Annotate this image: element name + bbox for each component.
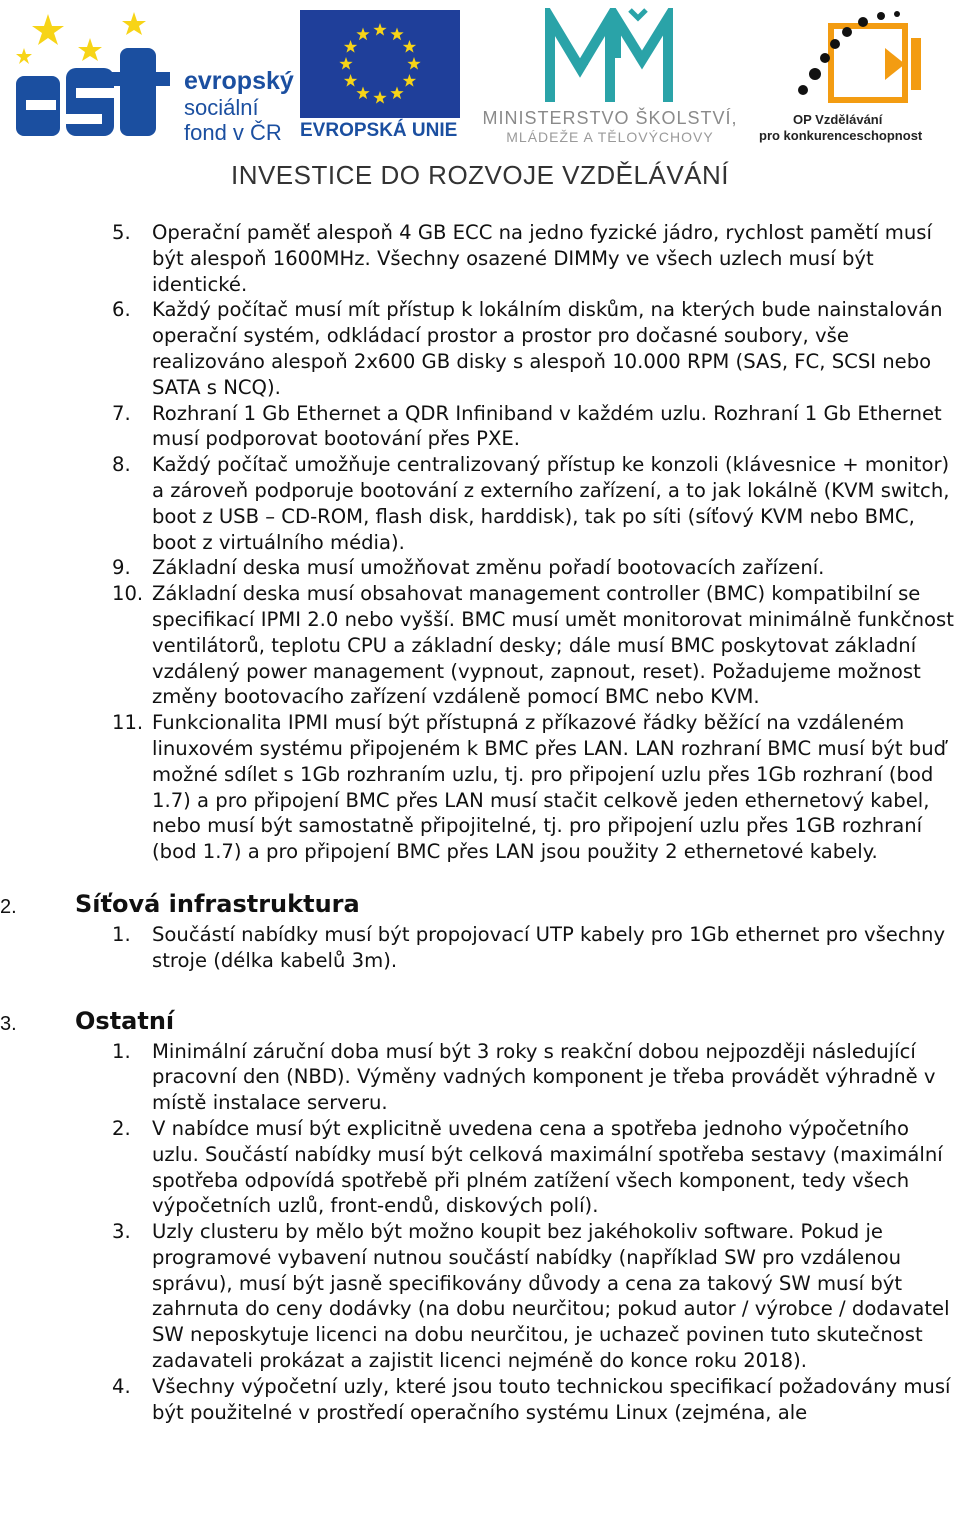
network-list [0,922,960,974]
esf-line1: evropský [184,67,294,95]
list-item [0,581,960,710]
item-number: 9. [112,556,131,580]
list-item [0,1039,960,1116]
item-text: Všechny výpočetní uzly, které jsou touto technickou specifikací požadovány musí být použitelné v prostředí operačního systému Linux (zejména, ale [152,1374,951,1424]
header-logos [0,0,960,200]
item-number: 4. [112,1374,131,1398]
hardware-list [0,220,960,865]
opvk-line2: pro konkurenceschopnost [759,128,923,143]
header-tagline: INVESTICE DO ROZVOJE VZDĚLÁVÁNÍ [230,160,730,190]
section-title: Síťová infrastruktura [75,889,360,918]
list-item [0,220,960,297]
opvk-logo [755,8,940,143]
opvk-emblem-icon [785,8,925,108]
item-number: 1. [112,922,131,946]
item-text: Základní deska musí obsahovat management controller (BMC) kompatibilní se specifikací IPMI 2.0 nebo vyšší. BMC musí umět monitorovat minimálně funkčnost ventilátorů, teplotu CPU a základní desky; dále musí BMC poskytovat základní vzdálený power management (vypnout, zapnout, reset). Požadujeme možnost změny bootovacího zařízení vzdáleně pomocí BMC nebo KVM. [152,582,954,709]
list-item [0,1219,960,1374]
esf-line2: sociální [184,95,259,120]
item-number: 6. [112,298,131,322]
msmt-monogram-icon [544,8,674,106]
eu-logo [300,10,460,140]
item-text: Uzly clusteru by mělo být možno koupit bez jakéhokoliv software. Pokud je programové vybavení nutnou součástí nabídky (například SW pro vzdálenou správu), musí být jasně specifikovány důvody a cena za takový SW musí být zahrnuta do ceny dodávky (na dobu neurčitou; pokud autor / výrobce / dodavatel SW neposkytuje licenci na dobu neurčitou, je uchazeč povinen tuto skutečnost zadavateli prokázat a zajistit licenci nejméně do konce roku 2018). [152,1220,950,1373]
list-item [0,710,960,865]
eu-label: EVROPSKÁ UNIE [300,120,458,141]
msmt-line1: MINISTERSTVO ŠKOLSTVÍ, [482,108,738,128]
list-item [0,555,960,581]
section-title: Ostatní [75,1006,175,1035]
opvk-line1: OP Vzdělávání [793,112,883,127]
item-number: 3. [112,1220,131,1244]
esf-logo [14,8,304,143]
esf-wordmark [184,68,294,145]
other-list [0,1039,960,1426]
esf-emblem-icon [14,8,174,140]
section-heading [0,1007,960,1039]
item-text: Funkcionalita IPMI musí být přístupná z příkazové řádky běžící na vzdáleném linuxovém systému připojeném k BMC přes LAN. LAN rozhraní BMC musí být buď možné sdílet s 1Gb rozhraním uzlu, tj. pro připojení uzlu přes 1Gb rozhraní (bod 1.7) a pro připojení BMC přes LAN musí stačit celkově jeden ethernetový kabel, nebo musí být samostatně připojitelné, tj. pro připojení uzlu přes 1GB rozhraní (bod 1.7) a pro připojení BMC přes LAN jsou použity 2 ethernetové kabely. [152,711,947,864]
list-item [0,452,960,555]
item-text: Rozhraní 1 Gb Ethernet a QDR Infiniband v každém uzlu. Rozhraní 1 Gb Ethernet musí podporovat bootování přes PXE. [152,401,942,451]
section-heading [0,890,960,922]
item-number: 8. [112,453,131,477]
item-text: Operační paměť alespoň 4 GB ECC na jedno fyzické jádro, rychlost pamětí musí být alespoň 1600MHz. Všechny osazené DIMMy ve všech uzlech musí být identické. [152,221,932,296]
item-text: Minimální záruční doba musí být 3 roky s reakční dobou nejpozději následující pracovní den (NBD). Výměny vadných komponent je třeba provádět výhradně v místě instalace serveru. [152,1039,936,1115]
section-number: 2. [0,895,17,918]
section-number: 3. [0,1012,17,1035]
list-item [0,297,960,400]
list-item [0,1374,960,1426]
list-item [0,401,960,453]
item-number: 7. [112,401,131,425]
msmt-logo [470,8,750,143]
item-text: V nabídce musí být explicitně uvedena cena a spotřeba jednoho výpočetního uzlu. Součástí nabídky musí být celková maximální spotřeba sestavy (maximální spotřeba odpovídá spotřebě při plném zatížení všech komponent, tedy všech výpočetních uzlů, front-endů, diskových polí). [152,1116,943,1218]
msmt-line2: MLÁDEŽE A TĚLOVÝCHOVY [506,129,714,145]
list-item [0,1116,960,1219]
item-text: Každý počítač musí mít přístup k lokálním diskům, na kterých bude nainstalován operační systém, odkládací prostor a prostor pro dočasné soubory, vše realizováno alespoň 2x600 GB disky s alespoň 10.000 RPM (SAS, FC, SCSI nebo SATA s NCQ). [152,298,943,399]
item-number: 5. [112,221,131,244]
document-body [0,220,960,1425]
list-item [0,922,960,974]
esf-line3: fond v ČR [184,120,282,145]
eu-flag-icon [300,10,460,118]
item-text: Součástí nabídky musí být propojovací UTP kabely pro 1Gb ethernet pro všechny stroje (délka kabelů 3m). [152,922,946,972]
item-number: 1. [112,1039,131,1063]
item-text: Základní deska musí umožňovat změnu pořadí bootovacích zařízení. [152,556,825,580]
item-number: 10. [112,582,144,606]
item-text: Každý počítač umožňuje centralizovaný přístup ke konzoli (klávesnice + monitor) a zároveň podporuje bootování z externího zařízení, a to jak lokálně (KVM switch, boot z USB – CD-ROM, flash disk, harddisk), tak po síti (síťový KVM nebo BMC, boot z virtuálního média). [152,453,950,554]
item-number: 11. [112,711,144,735]
item-number: 2. [112,1116,131,1140]
